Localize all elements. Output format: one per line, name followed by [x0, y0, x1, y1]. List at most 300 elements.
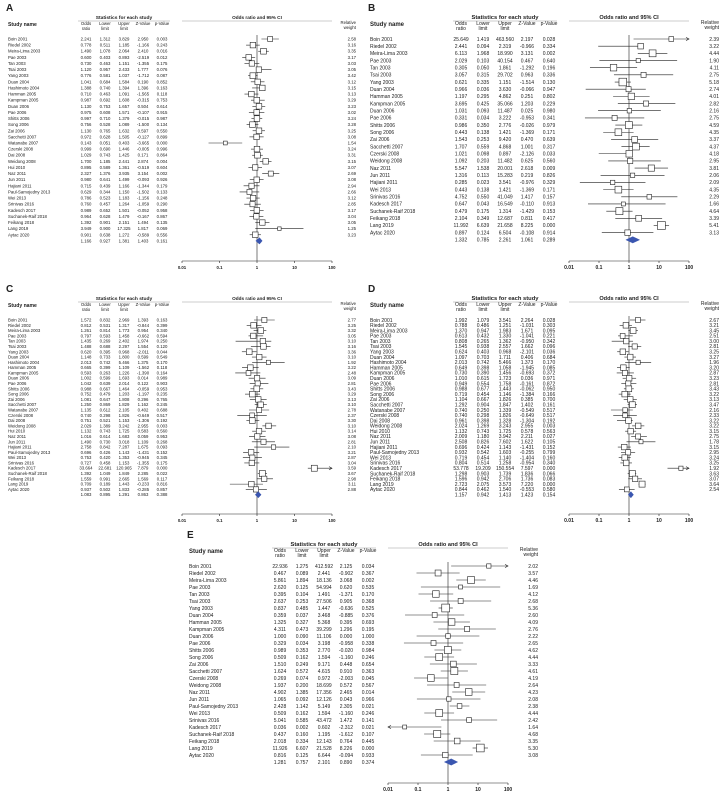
- upper-limit: 3.541: [498, 317, 512, 324]
- study-marker: [247, 189, 252, 194]
- z-value: 2.465: [339, 689, 353, 696]
- upper-limit: 5.466: [498, 360, 512, 367]
- odds-ratio: 0.895: [80, 164, 92, 170]
- relative-weight: 3.23: [347, 232, 356, 238]
- study-name: Yang 2003: [8, 349, 29, 355]
- upper-limit: 3.573: [498, 481, 512, 488]
- study-marker: [622, 455, 628, 461]
- study-row: [8, 202, 357, 207]
- lower-limit: 1.419: [476, 36, 490, 43]
- odds-ratio: 1.325: [273, 619, 287, 626]
- relative-weight: 2.08: [528, 696, 538, 703]
- odds-ratio: 0.961: [454, 418, 468, 425]
- lower-limit: 1.049: [99, 471, 111, 477]
- study-name: Tan 2003: [8, 60, 26, 66]
- lower-limit: 0.473: [295, 626, 309, 633]
- study-marker: [260, 85, 266, 91]
- study-marker: [254, 386, 260, 392]
- study-name: Lang 2019: [370, 223, 394, 230]
- p-value: 0.166: [542, 391, 556, 398]
- p-value: 0.028: [542, 36, 556, 43]
- relative-weight: 2.51: [709, 333, 719, 340]
- panel-label: D: [368, 284, 376, 295]
- x-tick-label: 10: [292, 518, 297, 523]
- study-row: [8, 73, 357, 79]
- odds-ratio: 0.776: [80, 73, 92, 79]
- p-value: 0.002: [156, 171, 168, 177]
- relative-weight: 3.13: [347, 396, 356, 402]
- z-value: 0.764: [339, 738, 353, 745]
- header-weight-line1: Relative: [519, 547, 538, 553]
- study-marker: [260, 220, 265, 225]
- odds-ratio: 1.388: [80, 85, 92, 91]
- upper-limit: 17.325: [117, 226, 131, 232]
- upper-limit: 412.592: [314, 563, 334, 570]
- odds-ratio: 1.992: [454, 317, 468, 324]
- p-value: 0.000: [542, 223, 556, 230]
- p-value: 0.009: [542, 165, 556, 172]
- study-row: [370, 194, 719, 200]
- relative-weight: 3.10: [347, 402, 356, 408]
- odds-ratio: 0.837: [273, 605, 287, 612]
- relative-weight: 4.68: [528, 731, 538, 738]
- study-name: Tan 2003: [370, 338, 391, 345]
- p-value: 0.195: [361, 626, 375, 633]
- relative-weight: 2.22: [528, 633, 538, 640]
- odds-ratio: 1.031: [454, 108, 468, 115]
- relative-weight: 3.42: [347, 73, 356, 79]
- upper-limit: 11.106: [316, 633, 332, 640]
- p-value: 0.033: [542, 151, 556, 158]
- lower-limit: 0.160: [295, 731, 309, 738]
- study-name: Srinivas 2016: [8, 201, 35, 207]
- study-name: Suchanek-Raif 2018: [8, 213, 47, 219]
- lower-limit: 0.034: [295, 640, 309, 647]
- subheader-0-a: Odds: [455, 21, 467, 27]
- study-row: [8, 37, 357, 42]
- p-value: 0.003: [542, 423, 556, 430]
- study-name: Pae 2006: [8, 109, 27, 115]
- pooled-z-value: 0.863: [137, 492, 149, 498]
- relative-weight: 1.92: [347, 359, 356, 365]
- odds-ratio: 2.104: [454, 216, 468, 223]
- relative-weight: 3.22: [709, 418, 719, 425]
- upper-limit: 1.829: [118, 402, 130, 408]
- p-value: 0.083: [542, 476, 556, 483]
- study-marker: [629, 471, 635, 477]
- study-row: [370, 129, 719, 136]
- study-marker: [623, 323, 629, 329]
- p-value: 0.164: [156, 370, 168, 376]
- study-row: [370, 101, 719, 107]
- pooled-odds-ratio: 1.166: [80, 238, 92, 244]
- odds-ratio: 0.980: [80, 177, 92, 183]
- study-name: Aytac 2020: [189, 752, 214, 759]
- study-name: Srinivas 2016: [370, 194, 401, 201]
- study-name: Dai 2008: [8, 418, 26, 424]
- odds-ratio: 0.719: [454, 391, 468, 398]
- p-value: 0.341: [542, 115, 556, 122]
- upper-limit: 0.893: [118, 54, 130, 60]
- z-value: -0.958: [338, 640, 354, 647]
- p-value: 0.517: [156, 412, 168, 418]
- pooled-row: [455, 492, 634, 499]
- p-value: 0.192: [156, 418, 168, 424]
- lower-limit: 0.175: [476, 208, 490, 215]
- upper-limit: 1.109: [118, 365, 130, 371]
- pooled-odds-ratio: 1.332: [454, 237, 468, 244]
- z-value: 1.417: [520, 194, 534, 201]
- study-row: [8, 146, 357, 152]
- study-row: [370, 122, 719, 129]
- lower-limit: 0.740: [99, 85, 111, 91]
- study-marker: [249, 183, 254, 188]
- upper-limit: 15.283: [497, 173, 513, 180]
- upper-limit: 27.506: [316, 598, 332, 605]
- lower-limit: 6.639: [476, 223, 490, 230]
- study-name: Shitts 2006: [189, 647, 215, 654]
- z-value: -0.015: [136, 116, 150, 122]
- study-row: [189, 641, 538, 647]
- p-value: 0.250: [156, 338, 168, 344]
- study-marker: [454, 738, 460, 744]
- z-value: 2.955: [520, 423, 534, 430]
- study-marker: [255, 381, 260, 386]
- lower-limit: 0.957: [99, 67, 111, 73]
- study-row: [189, 626, 538, 632]
- lower-limit: 0.690: [99, 146, 111, 152]
- study-row: [8, 152, 357, 158]
- header-odds-ratio-ci: Odds ratio and 95% CI: [232, 15, 282, 20]
- p-value: 0.989: [156, 375, 168, 381]
- p-value: 0.163: [156, 85, 168, 91]
- study-name: Pae 2003: [8, 54, 27, 60]
- z-value: -0.589: [136, 232, 150, 238]
- study-marker: [435, 570, 441, 576]
- odds-ratio: 0.966: [454, 86, 468, 93]
- p-value: 0.915: [156, 109, 168, 115]
- upper-limit: 1.153: [118, 460, 130, 466]
- study-marker: [622, 370, 627, 375]
- study-name: Naz 2011: [189, 689, 211, 696]
- z-value: -1.500: [136, 122, 150, 128]
- subheader-3-a: Z-Value: [337, 548, 355, 554]
- lower-limit: 0.733: [99, 354, 111, 360]
- lower-limit: 0.104: [295, 591, 309, 598]
- lower-limit: 0.710: [99, 116, 111, 122]
- x-tick-label: 0.01: [177, 518, 187, 523]
- lower-limit: 0.638: [99, 232, 111, 238]
- upper-limit: 2.665: [118, 476, 130, 482]
- study-marker: [254, 376, 259, 381]
- header-study-name: Study name: [189, 549, 224, 555]
- odds-ratio: 2.009: [454, 434, 468, 441]
- p-value: 0.003: [156, 36, 168, 42]
- study-name: Boin 2001: [189, 563, 212, 570]
- lower-limit: 0.462: [476, 487, 490, 494]
- relative-weight: 3.02: [347, 109, 356, 115]
- study-marker: [669, 37, 674, 42]
- study-row: [370, 93, 719, 100]
- study-marker: [619, 78, 627, 86]
- relative-weight: 2.58: [347, 36, 356, 42]
- upper-limit: 1.861: [498, 65, 512, 72]
- p-value: 0.654: [361, 661, 375, 668]
- p-value: 0.004: [156, 158, 168, 164]
- relative-weight: 4.59: [709, 122, 719, 129]
- p-value: 0.560: [542, 158, 556, 165]
- study-row: [8, 159, 357, 165]
- upper-limit: 1.150: [118, 189, 130, 195]
- upper-limit: 1.146: [498, 391, 512, 398]
- p-value: 0.243: [156, 42, 168, 48]
- upper-limit: 1.195: [317, 731, 331, 738]
- z-value: 0.963: [520, 72, 534, 79]
- study-marker: [246, 371, 251, 376]
- study-name: Wei 2013: [8, 455, 27, 461]
- odds-ratio: 1.700: [80, 158, 92, 164]
- lower-limit: 0.353: [295, 647, 309, 654]
- p-value: 0.953: [156, 433, 168, 439]
- upper-limit: 18.990: [497, 51, 513, 58]
- upper-limit: 1.594: [317, 654, 331, 661]
- relative-weight: 3.59: [347, 465, 356, 471]
- study-name: Duan 2006: [370, 108, 395, 115]
- odds-ratio: 0.786: [80, 195, 92, 201]
- study-marker: [251, 322, 257, 328]
- study-marker: [624, 339, 629, 344]
- relative-weight: 3.10: [347, 354, 356, 360]
- subheader-0-b: ratio: [81, 307, 91, 312]
- lower-limit: 0.124: [476, 230, 490, 237]
- relative-weight: 3.25: [709, 349, 719, 356]
- odds-ratio: 0.665: [80, 365, 92, 371]
- pooled-upper-limit: 2.261: [498, 237, 512, 244]
- study-name: Weidong 2008: [189, 682, 222, 689]
- upper-limit: 2.014: [118, 381, 130, 387]
- z-value: -0.052: [136, 207, 150, 213]
- study-row: [370, 150, 719, 157]
- z-value: -0.636: [338, 605, 354, 612]
- upper-limit: 1.725: [498, 428, 512, 435]
- z-value: 1.974: [137, 338, 149, 344]
- p-value: 0.076: [156, 67, 168, 73]
- odds-ratio: 1.197: [454, 94, 468, 101]
- lower-limit: 0.593: [99, 333, 111, 339]
- p-value: 0.021: [361, 724, 375, 731]
- odds-ratio: 0.647: [454, 201, 468, 208]
- lower-limit: 0.743: [476, 428, 490, 435]
- z-value: 0.296: [137, 396, 149, 402]
- subheader-2-b: limit: [120, 307, 128, 312]
- study-name: Pae 2006: [189, 640, 211, 647]
- upper-limit: 2.776: [498, 122, 512, 129]
- study-name: Dai 2008: [8, 152, 26, 158]
- odds-ratio: 0.715: [80, 183, 92, 189]
- z-value: -0.976: [519, 180, 535, 187]
- header-weight-line1: Relative: [340, 301, 356, 306]
- upper-limit: 1.711: [498, 354, 512, 361]
- relative-weight: 3.25: [347, 322, 356, 328]
- study-marker: [268, 37, 273, 42]
- relative-weight: 3.45: [709, 328, 719, 335]
- study-marker: [261, 48, 267, 54]
- upper-limit: 1.037: [118, 73, 130, 79]
- z-value: 8.225: [520, 223, 534, 230]
- odds-ratio: 53.778: [453, 465, 469, 472]
- odds-ratio: 0.613: [454, 333, 468, 340]
- study-row: [8, 42, 357, 48]
- lower-limit: 0.667: [99, 386, 111, 392]
- study-marker: [627, 158, 632, 163]
- upper-limit: 1.140: [498, 455, 512, 462]
- z-value: -0.662: [136, 333, 150, 339]
- study-marker: [434, 730, 441, 737]
- study-row: [189, 570, 538, 577]
- study-marker: [626, 381, 631, 386]
- relative-weight: 3.05: [347, 333, 356, 339]
- upper-limit: 1.632: [118, 128, 130, 134]
- study-marker: [223, 141, 227, 145]
- p-value: 0.556: [156, 232, 168, 238]
- upper-limit: 18.136: [316, 577, 332, 584]
- p-value: 0.246: [361, 710, 375, 717]
- subheader-0-b: ratio: [456, 26, 466, 32]
- lower-limit: 0.189: [99, 481, 111, 487]
- study-row: [8, 434, 357, 439]
- relative-weight: 2.10: [347, 444, 356, 450]
- lower-limit: 0.589: [99, 164, 111, 170]
- header-odds-ratio-ci: Odds ratio and 95% CI: [599, 296, 659, 302]
- odds-ratio: 0.036: [273, 724, 287, 731]
- odds-ratio: 22.936: [272, 563, 288, 570]
- odds-ratio: 0.709: [80, 481, 92, 487]
- study-name: Tsai 2003: [370, 72, 392, 79]
- z-value: -1.612: [338, 731, 354, 738]
- odds-ratio: 1.261: [80, 328, 92, 334]
- study-marker: [254, 110, 259, 115]
- z-value: 7.597: [520, 465, 534, 472]
- upper-limit: 6.644: [317, 752, 331, 759]
- upper-limit: 1.458: [118, 333, 130, 339]
- p-value: 0.334: [542, 43, 556, 50]
- odds-ratio: 1.029: [80, 152, 92, 158]
- x-tick-label: 0.01: [177, 265, 187, 270]
- z-value: -0.285: [136, 486, 150, 492]
- p-value: 0.816: [156, 481, 168, 487]
- lower-limit: 0.253: [476, 137, 490, 144]
- study-marker: [250, 42, 256, 48]
- odds-ratio: 1.132: [454, 428, 468, 435]
- z-value: 0.620: [339, 584, 353, 591]
- upper-limit: 1.758: [498, 381, 512, 388]
- study-row: [370, 58, 719, 64]
- upper-limit: 1.505: [118, 134, 130, 140]
- odds-ratio: 0.143: [80, 140, 92, 146]
- study-marker: [641, 72, 646, 77]
- pooled-upper-limit: 1.291: [118, 492, 130, 498]
- relative-weight: 2.09: [709, 180, 719, 187]
- lower-limit: 0.667: [476, 397, 490, 404]
- z-value: -0.902: [338, 570, 354, 577]
- upper-limit: 1.330: [498, 333, 512, 340]
- upper-limit: 11.487: [497, 108, 513, 115]
- study-name: Hashimoto 2004: [370, 360, 407, 367]
- odds-ratio: 2.029: [80, 423, 92, 429]
- lower-limit: 0.093: [476, 108, 490, 115]
- lower-limit: 0.628: [99, 134, 111, 140]
- lower-limit: 0.554: [476, 381, 490, 388]
- study-marker: [255, 79, 260, 84]
- study-marker: [633, 143, 640, 150]
- z-value: 2.264: [520, 317, 534, 324]
- upper-limit: 1.379: [118, 116, 130, 122]
- z-value: 8.226: [339, 745, 353, 752]
- relative-weight: 4.35: [709, 187, 719, 194]
- study-marker: [451, 661, 457, 667]
- study-name: Meira-Lima 2003: [370, 51, 408, 58]
- study-row: [189, 675, 538, 682]
- study-marker: [639, 440, 643, 444]
- lower-limit: 0.315: [476, 72, 490, 79]
- upper-limit: 0.968: [498, 349, 512, 356]
- study-marker: [623, 408, 627, 412]
- z-value: -0.108: [519, 230, 535, 237]
- lower-limit: 0.901: [99, 220, 111, 226]
- study-name: Weidong 2008: [8, 423, 36, 429]
- z-value: 7.879: [137, 465, 149, 471]
- study-marker: [459, 585, 463, 589]
- z-value: 2.618: [520, 165, 534, 172]
- study-name: Riedel 2002: [189, 570, 216, 577]
- pooled-odds-ratio: 1.083: [80, 492, 92, 498]
- subheader-4-a: p-Value: [540, 21, 558, 27]
- upper-limit: 1.091: [118, 91, 130, 97]
- study-row: [370, 230, 719, 236]
- study-row: [8, 183, 357, 188]
- p-value: 0.118: [156, 365, 168, 371]
- z-value: -0.233: [136, 481, 150, 487]
- subheader-4-a: p-Value: [154, 21, 170, 26]
- z-value: -0.094: [338, 752, 354, 759]
- study-row: [8, 476, 357, 481]
- pooled-p-value: 0.374: [361, 759, 375, 766]
- study-name: Feikang 2018: [370, 476, 401, 483]
- study-marker: [252, 165, 257, 170]
- z-value: -0.553: [519, 487, 535, 494]
- z-value: -0.059: [136, 386, 150, 392]
- upper-limit: 1.826: [118, 412, 130, 418]
- upper-limit: 41.049: [497, 194, 513, 201]
- study-marker: [626, 150, 633, 157]
- upper-limit: 3.942: [498, 434, 512, 441]
- odds-ratio: 1.559: [80, 476, 92, 482]
- study-name: Tsai 2003: [8, 67, 27, 73]
- z-value: -1.945: [519, 365, 535, 372]
- upper-limit: 3.242: [118, 423, 130, 429]
- lower-limit: 0.269: [99, 338, 111, 344]
- z-value: -1.371: [338, 591, 354, 598]
- study-name: Paul-Samojedny 2013: [370, 450, 420, 457]
- lower-limit: 1.968: [476, 51, 490, 58]
- relative-weight: 2.16: [709, 407, 719, 414]
- study-row: [8, 189, 357, 194]
- study-row: [370, 37, 719, 43]
- study-marker: [620, 333, 625, 338]
- study-row: [370, 137, 719, 144]
- upper-limit: 463.560: [495, 36, 515, 43]
- study-row: [8, 381, 357, 386]
